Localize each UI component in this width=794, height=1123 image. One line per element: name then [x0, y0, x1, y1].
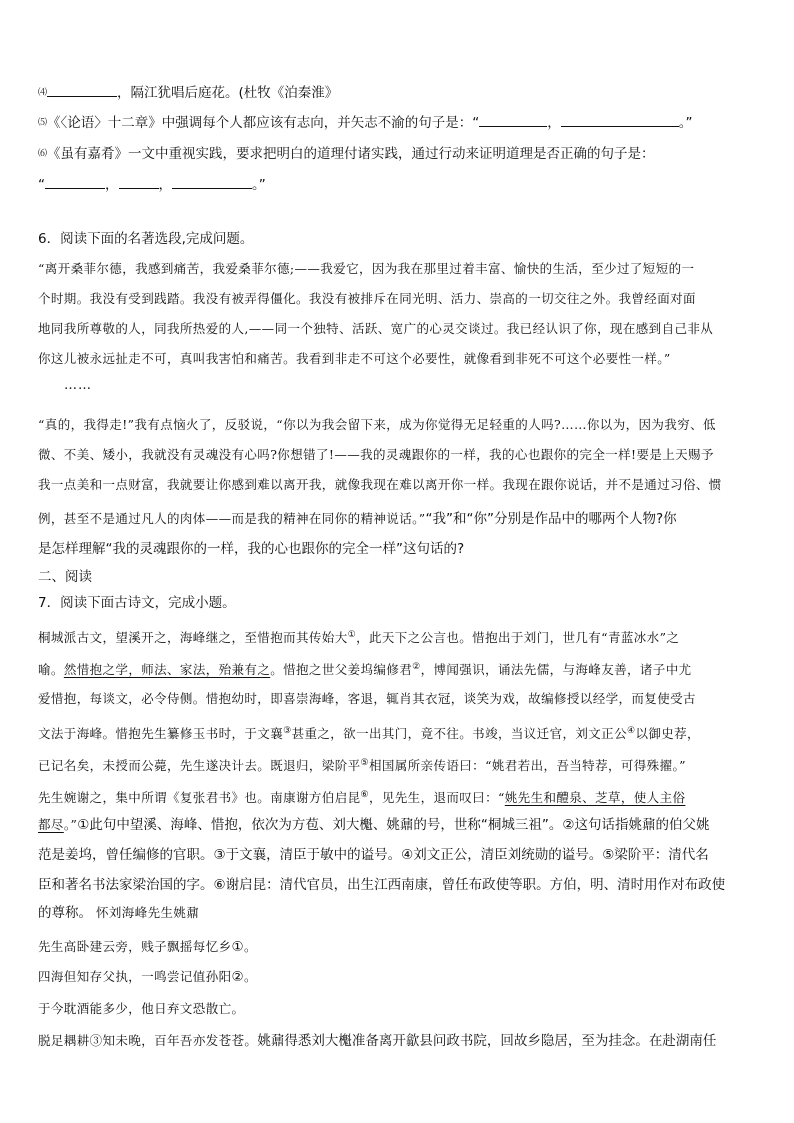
item-6-blanks [38, 172, 764, 198]
poem-4b: 知未晚，百年吾亦发苍苍。 [102, 1033, 258, 1048]
blank-6b[interactable] [119, 174, 159, 189]
prose-line-7 [38, 812, 764, 838]
poem-2b: 。 [244, 969, 257, 984]
poem-note-ref-1: ① [231, 939, 245, 955]
notes-line-4-row [38, 900, 764, 926]
blank-6a[interactable] [45, 174, 105, 189]
note-ref-4: ④ [626, 726, 636, 736]
poem-2a: 四海但知存父执，一鸣尝记值孙阳 [38, 969, 232, 984]
item-5-text: 《〈论语〉十二章》中强调每个人都应该有志向，并矢志不渝的句子是：“ [47, 115, 480, 131]
item-6-comma-2: ， [158, 177, 172, 193]
notes-line-1: ①此句中望溪、海峰、惜抱，依次为方苞、刘大櫆、姚鼐的号，世称“桐城三祖”。②这句话指姚鼐的伯父姚 [77, 817, 710, 833]
item-6 [38, 141, 764, 167]
item-6-open: “ [38, 177, 45, 193]
poem-1b: 。 [244, 939, 257, 954]
q6-heading: 6．阅读下面的名著选段,完成问题。 [38, 231, 254, 247]
prose-line-6 [38, 782, 764, 811]
prose-line-1 [38, 622, 764, 651]
passage2-line-4 [38, 506, 764, 532]
poem-line-3: 于今耽酒能多少，他日弃文恐散亡。 [38, 1001, 245, 1016]
prose-1b: ，此天下之公言也。惜抱出于刘门，世几有“青蓝冰水”之 [356, 630, 680, 645]
item-5-close: 。” [678, 115, 693, 131]
note-ref-5: ⑤ [360, 758, 369, 768]
poem-line-4 [38, 1028, 764, 1054]
poem-note-ref-2: ② [231, 969, 245, 985]
passage1-line-2: 个时期。我没有受到践踏。我没有被弄得僵化。我没有被排斥在同光明、活力、崇高的一切交往之外。我曾经面对面 [38, 291, 696, 306]
q6-question-b: 是怎样理解“我的灵魂跟你的一样，我的心也跟你的完全一样”这句话的? [38, 541, 465, 557]
blank-6c[interactable] [172, 174, 252, 189]
prose-4b: 甚重之，欲一出其门，竟不往。书竣，当议迁官，刘文正公 [291, 726, 627, 741]
item-6-text: 《虽有嘉肴》一文中重视实践，要求把明白的道理付诸实践，通过行动来证明道理是否正确的句子是： [47, 146, 655, 162]
underlined-sentence-1: 然惜抱之学，师法、家法，殆兼有之 [63, 662, 271, 677]
notes-line-3: 臣和著名书法家梁治国的字。⑥谢启昆：清代官员，出生江西南康，曾任布政使等职。方伯，明、清时用作对布政使 [38, 877, 726, 893]
passage2-line-3: 我一点美和一点财富，我就要让你感到难以离开我，就像我现在难以离开你一样。我现在跟你说话，并不是通过习俗、惯 [38, 477, 722, 492]
item-4-text: ，隔江犹唱后庭花。(杜牧《泊秦淮》 [117, 85, 339, 101]
poem-1a: 先生高卧建云旁，贱子飘摇每忆乡 [38, 939, 232, 954]
passage2-line-2: 微、不美、矮小，我就没有灵魂没有心吗?你想错了!——我的灵魂跟你的一样，我的心也跟你的完全一样!要是上天赐予 [38, 447, 714, 462]
prose-line-2 [38, 654, 764, 683]
notes-line-2: 范是姜坞，曾任编修的官职。③于文襄，清臣于敏中的谥号。④刘文正公，清臣刘统勋的谥号。⑤梁阶平：清代名 [38, 847, 709, 863]
item-5-comma: ， [547, 115, 561, 131]
item-6-close: 。” [252, 177, 266, 193]
prose-4c: 以御史荐， [635, 726, 700, 741]
prose-5b: 相国属所亲传语曰：“姚君若出，吾当特荐，可得殊擢。” [368, 758, 686, 773]
note-ref-3: ③ [283, 726, 292, 736]
poem-note-ref-3: ③ [89, 1033, 103, 1048]
passage1-line-4: 你这儿被永远扯走不可，真叫我害怕和痛苦。我看到非走不可这个必要性，就像看到非死不可这个必要性一样。” [38, 351, 671, 366]
poem-4a: 脱足耦耕 [38, 1033, 90, 1048]
item-6-comma-1: ， [105, 177, 119, 193]
poem-line-2 [38, 964, 764, 990]
poem-line-1 [38, 934, 764, 960]
poem-context-note: 姚鼐得悉刘大櫆准备离开歙县问政书院，回故乡隐居，至为挂念。在赴湖南任 [257, 1033, 717, 1049]
prose-line-4 [38, 718, 764, 747]
blank-5b[interactable] [561, 112, 679, 127]
item-6-number: ⑹ [38, 149, 48, 159]
passage1-line-1: “离开桑菲尔德，我感到痛苦，我爱桑菲尔德;——我爱它，因为我在那里过着丰富、愉快的生活，至少过了短短的一 [38, 261, 695, 276]
prose-2a: 喻。 [38, 662, 64, 677]
item-5 [38, 110, 764, 136]
note-ref-2: ② [412, 662, 421, 672]
prose-7b: 。” [63, 817, 78, 832]
underlined-sentence-2: 姚先生和醴泉、芝草，使人主俗 [504, 790, 686, 805]
note-ref-1: ① [347, 630, 357, 640]
passage2-line-4-text: 例，甚至不是通过凡人的肉体——而是我的精神在同你的精神说话。” [38, 511, 426, 526]
item-5-number: ⑸ [38, 118, 48, 128]
prose-4a: 文法于海峰。惜抱先生纂修玉书时，于文襄 [38, 726, 284, 741]
item-4-number: ⑷ [38, 88, 48, 98]
item-4 [38, 80, 764, 106]
blank-4[interactable] [47, 82, 117, 97]
notes-line-4: 的尊称。 [38, 905, 92, 921]
prose-6b: ，见先生，退而叹曰：“ [368, 790, 505, 805]
blank-5a[interactable] [479, 112, 547, 127]
underlined-sentence-2-end: 都尽 [38, 817, 64, 832]
ellipsis: …… [64, 378, 92, 393]
passage2-line-1: “真的，我得走!”我有点恼火了，反驳说，“你以为我会留下来，成为你觉得无足轻重的人吗?……你以为，因为我穷、低 [38, 417, 716, 432]
prose-5a: 已记名矣，未授而公薨，先生遂决计去。既退归，梁阶平 [38, 758, 361, 773]
note-ref-6: ⑥ [360, 790, 369, 800]
prose-6a: 先生婉谢之，集中所谓《复张君书》也。南康谢方伯启昆 [38, 790, 361, 805]
prose-2c: ，博闻强识，诵法先儒，与海峰友善，诸子中尤 [420, 662, 692, 677]
poem-title: 怀刘海峰先生姚鼐 [96, 905, 200, 920]
prose-2b: 。惜抱之世父姜坞编修君 [270, 662, 413, 677]
prose-line-3: 爱惜抱，每谈文，必令侍侧。惜抱幼时，即喜崇海峰，客退，辄肖其衣冠，谈笑为戏，故编修授以经学，而复使受古 [38, 691, 696, 706]
section-heading: 二、阅读 [38, 569, 92, 585]
passage1-line-3: 地同我所尊敬的人，同我所热爱的人,——同一个独特、活跃、宽广的心灵交谈过。我已经认识了你，现在感到自己非从 [38, 321, 714, 336]
q6-question-a: “我”和“你”分别是作品中的哪两个人物?你 [425, 511, 677, 527]
prose-line-5 [38, 750, 764, 779]
q7-heading: 7．阅读下面古诗文，完成小题。 [38, 595, 236, 611]
prose-1a: 桐城派古文，望溪开之，海峰继之，至惜抱而其传始大 [38, 630, 348, 645]
